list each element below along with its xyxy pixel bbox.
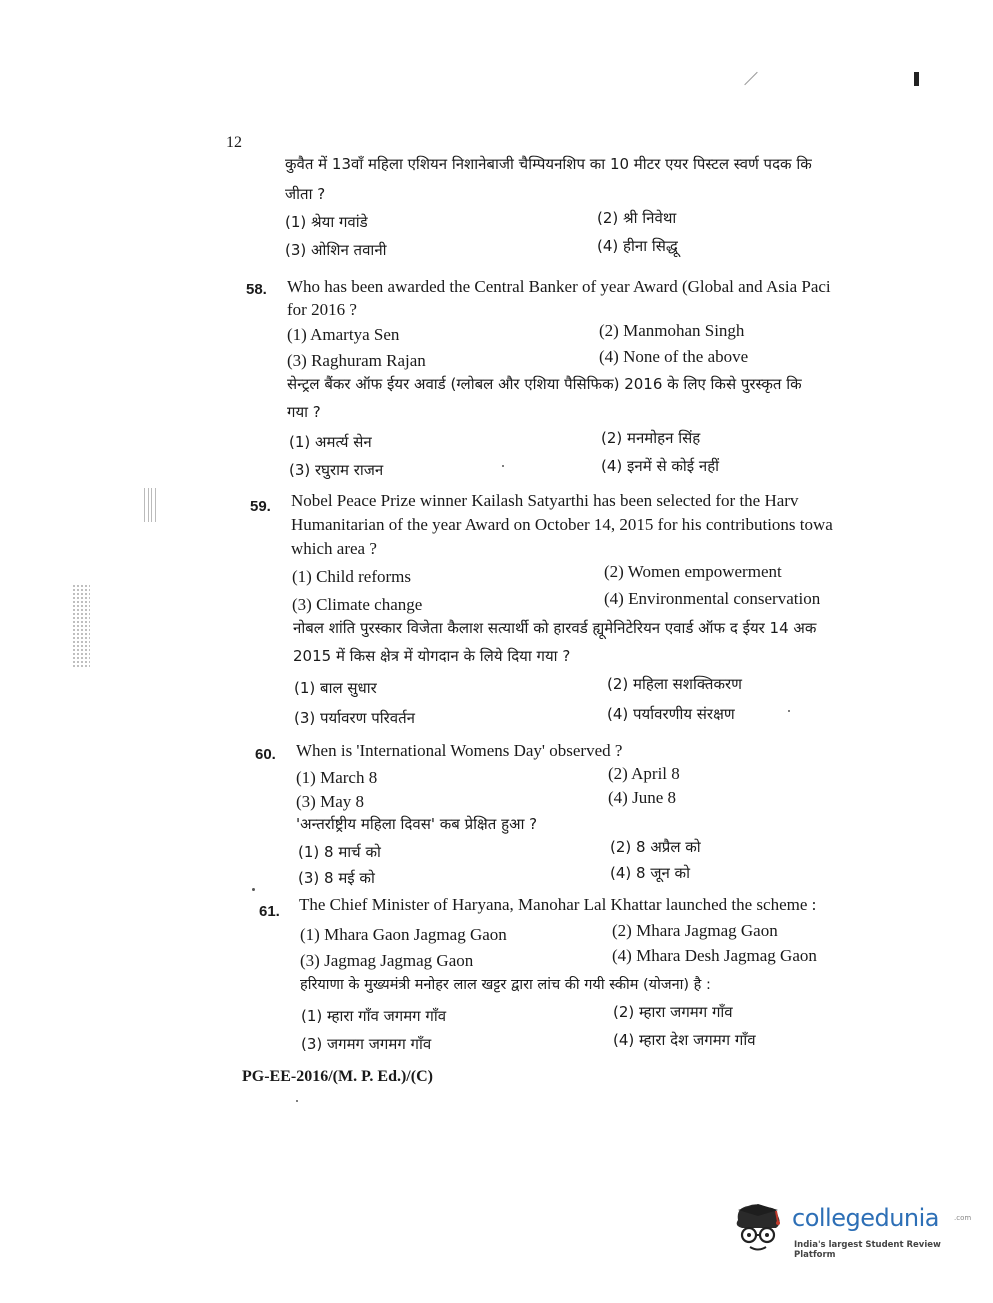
question-text: Who has been awarded the Central Banker of year Award (Global and Asia Paci	[287, 277, 831, 296]
option-4-hindi: (4) पर्यावरणीय संरक्षण	[607, 705, 735, 723]
option-3: (3) Climate change	[292, 595, 423, 614]
option-3: (3) May 8	[296, 792, 364, 811]
question-text: The Chief Minister of Haryana, Manohar Lal Khattar launched the scheme :	[299, 895, 817, 914]
option-3: (3) Jagmag Jagmag Gaon	[300, 951, 474, 970]
question-text-hindi: गया ?	[287, 403, 321, 421]
option-4: (4) None of the above	[599, 347, 749, 366]
stray-dot	[252, 888, 255, 891]
option-1: (1) March 8	[296, 768, 378, 787]
option-4-hindi: (4) इनमें से कोई नहीं	[601, 457, 720, 475]
logo-tagline: India's largest Student Review Platform	[794, 1240, 941, 1260]
question-text: which area ?	[291, 539, 377, 558]
option-2-hindi: (2) 8 अप्रैल को	[610, 838, 701, 856]
question-text: Humanitarian of the year Award on October 14, 2015 for his contributions towa	[291, 515, 833, 534]
question-text-hindi: नोबल शांति पुरस्कार विजेता कैलाश सत्यार्थी को हारवर्ड ह्यूमेनिटेरियन एवार्ड ऑफ द ईयर 14 अक	[293, 619, 817, 637]
page-number: 12	[226, 134, 242, 151]
option-2: (2) Manmohan Singh	[599, 321, 745, 340]
question-text: कुवैत में 13वाँ महिला एशियन निशानेबाजी चैम्पियनशिप का 10 मीटर एयर पिस्टल स्वर्ण पदक कि	[285, 155, 812, 173]
mascot-icon	[732, 1202, 784, 1254]
question-number: 58.	[246, 281, 267, 298]
option-3-hindi: (3) जगमग जगमग गाँव	[301, 1035, 432, 1053]
question-text: When is 'International Womens Day' observed ?	[296, 741, 623, 760]
question-text-hindi: 2015 में किस क्षेत्र में योगदान के लिये दिया गया ?	[293, 647, 571, 665]
logo-domain-suffix: .com	[954, 1214, 972, 1222]
scan-artifact-lines	[142, 488, 158, 522]
option-1-hindi: (1) बाल सुधार	[294, 679, 377, 697]
paper-code-footer: PG-EE-2016/(M. P. Ed.)/(C)	[242, 1068, 433, 1085]
question-text: जीता ?	[285, 185, 326, 203]
question-number: 61.	[259, 903, 280, 920]
option-2: (2) श्री निवेथा	[597, 209, 677, 227]
option-2: (2) April 8	[608, 764, 680, 783]
question-text: Nobel Peace Prize winner Kailash Satyarthi has been selected for the Harv	[291, 491, 799, 510]
option-2-hindi: (2) महिला सशक्तिकरण	[607, 675, 742, 693]
option-1-hindi: (1) अमर्त्य सेन	[289, 433, 372, 451]
scan-artifact-dots	[72, 584, 90, 668]
stray-dot	[502, 465, 504, 467]
stray-dot	[296, 1100, 298, 1102]
question-text-hindi: सेन्ट्रल बैंकर ऑफ ईयर अवार्ड (ग्लोबल और एशिया पैसिफिक) 2016 के लिए किसे पुरस्कृत कि	[287, 375, 802, 393]
question-text-hindi: 'अन्तर्राष्ट्रीय महिला दिवस' कब प्रेक्षित हुआ ?	[296, 815, 538, 833]
option-2-hindi: (2) मनमोहन सिंह	[601, 429, 701, 447]
question-text-hindi: हरियाणा के मुख्यमंत्री मनोहर लाल खट्टर द्वारा लांच की गयी स्कीम (योजना) है :	[300, 977, 711, 993]
question-number: 59.	[250, 498, 271, 515]
option-4-hindi: (4) म्हारा देश जगमग गाँव	[613, 1031, 756, 1049]
option-3-hindi: (3) 8 मई को	[298, 869, 375, 887]
option-3: (3) Raghuram Rajan	[287, 351, 426, 370]
question-number: 60.	[255, 746, 276, 763]
option-1: (1) Child reforms	[292, 567, 411, 586]
option-3-hindi: (3) रघुराम राजन	[289, 461, 384, 479]
logo-wordmark: collegedunia	[792, 1204, 940, 1232]
option-1-hindi: (1) 8 मार्च को	[298, 843, 381, 861]
option-3-hindi: (3) पर्यावरण परिवर्तन	[294, 709, 415, 727]
option-4: (4) Mhara Desh Jagmag Gaon	[612, 946, 817, 965]
option-4: (4) हीना सिद्धू	[597, 237, 678, 255]
option-1: (1) श्रेया गवांडे	[285, 213, 368, 231]
option-2-hindi: (2) म्हारा जगमग गाँव	[613, 1003, 733, 1021]
option-4: (4) June 8	[608, 788, 676, 807]
collegedunia-logo[interactable]	[732, 1196, 972, 1260]
option-1-hindi: (1) म्हारा गाँव जगमग गाँव	[301, 1007, 447, 1025]
option-4-hindi: (4) 8 जून को	[610, 864, 690, 882]
option-3: (3) ओशिन तवानी	[285, 241, 387, 259]
stray-dot	[788, 710, 790, 712]
question-text: for 2016 ?	[287, 300, 357, 319]
option-1: (1) Amartya Sen	[287, 325, 400, 344]
option-2: (2) Mhara Jagmag Gaon	[612, 921, 778, 940]
option-1: (1) Mhara Gaon Jagmag Gaon	[300, 925, 507, 944]
pencil-stroke	[744, 72, 757, 85]
option-2: (2) Women empowerment	[604, 562, 782, 581]
option-4: (4) Environmental conservation	[604, 589, 821, 608]
scan-mark	[914, 72, 919, 86]
